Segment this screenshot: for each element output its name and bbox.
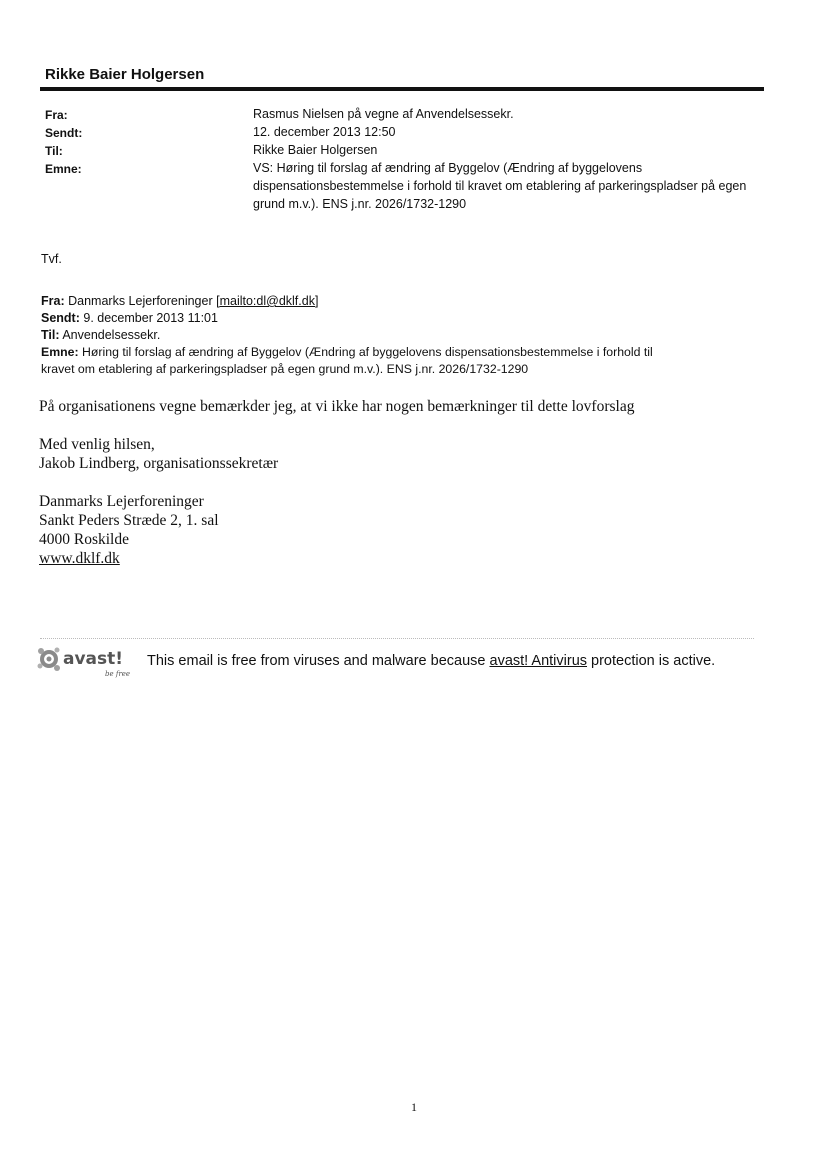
- fwd-subject-value-1: Høring til forslag af ændring af Byggelov (Ændring af byggelovens dispensationsbestemmelse i forhold til: [82, 345, 653, 359]
- avast-antivirus-link[interactable]: avast! Antivirus: [489, 653, 588, 669]
- fwd-from-line: [41, 294, 318, 308]
- mailbox-owner-name: Rikke Baier Holgersen: [45, 66, 205, 83]
- to-label: Til:: [45, 144, 63, 158]
- antivirus-text-after: protection is active.: [587, 653, 716, 669]
- avast-logo-tagline: be free: [105, 670, 131, 678]
- antivirus-divider: [40, 638, 754, 639]
- fwd-subject-label: Emne:: [41, 345, 79, 359]
- from-value: Rasmus Nielsen på vegne af Anvendelsessekr.: [253, 107, 514, 121]
- fwd-sent-value: 9. december 2013 11:01: [83, 311, 218, 325]
- fwd-to-label: Til:: [41, 328, 60, 342]
- antivirus-text-before: This email is free from viruses and malware because: [147, 653, 490, 669]
- forward-note: Tvf.: [41, 252, 62, 266]
- fwd-to-line: [41, 328, 160, 342]
- fwd-subject-line: [41, 345, 653, 359]
- org-name: Danmarks Lejerforeninger: [39, 493, 204, 510]
- fwd-sent-line: [41, 311, 218, 325]
- fwd-subject-value-2: kravet om etablering af parkeringspladser på egen grund m.v.). ENS j.nr. 2026/1732-1290: [41, 362, 529, 376]
- subject-label: Emne:: [45, 162, 82, 176]
- address-line-1: Sankt Peders Stræde 2, 1. sal: [39, 512, 219, 529]
- from-label: Fra:: [45, 108, 68, 122]
- sent-label: Sendt:: [45, 126, 83, 140]
- fwd-sent-label: Sendt:: [41, 311, 80, 325]
- fwd-mailto-link[interactable]: [mailto:dl@dklf.dk]: [216, 294, 319, 308]
- message-body: På organisationens vegne bemærkder jeg, at vi ikke har nogen bemærkninger til dette lovforslag: [39, 398, 635, 415]
- page-number: 1: [411, 1100, 417, 1114]
- sent-value: 12. december 2013 12:50: [253, 125, 396, 139]
- fwd-from-label: Fra:: [41, 294, 65, 308]
- signer: Jakob Lindberg, organisationssekretær: [39, 455, 279, 472]
- fwd-to-value: Anvendelsessekr.: [62, 328, 161, 342]
- greeting: Med venlig hilsen,: [39, 436, 155, 453]
- avast-logo: [36, 642, 136, 682]
- website-link[interactable]: www.dklf.dk: [39, 550, 120, 567]
- header-divider: [40, 87, 764, 91]
- address-line-2: 4000 Roskilde: [39, 531, 129, 548]
- fwd-from-value: Danmarks Lejerforeninger: [68, 294, 213, 308]
- avast-logo-text: avast!: [63, 649, 124, 669]
- to-value: Rikke Baier Holgersen: [253, 143, 378, 157]
- antivirus-notice: [147, 653, 715, 669]
- subject-value: VS: Høring til forslag af ændring af Byggelov (Ændring af byggelovens dispensationsbestemmelse i forhold til kravet om etablering af parkeringspladser på egen grund m.v.). ENS j.nr. 2026/1732-1290: [253, 161, 747, 211]
